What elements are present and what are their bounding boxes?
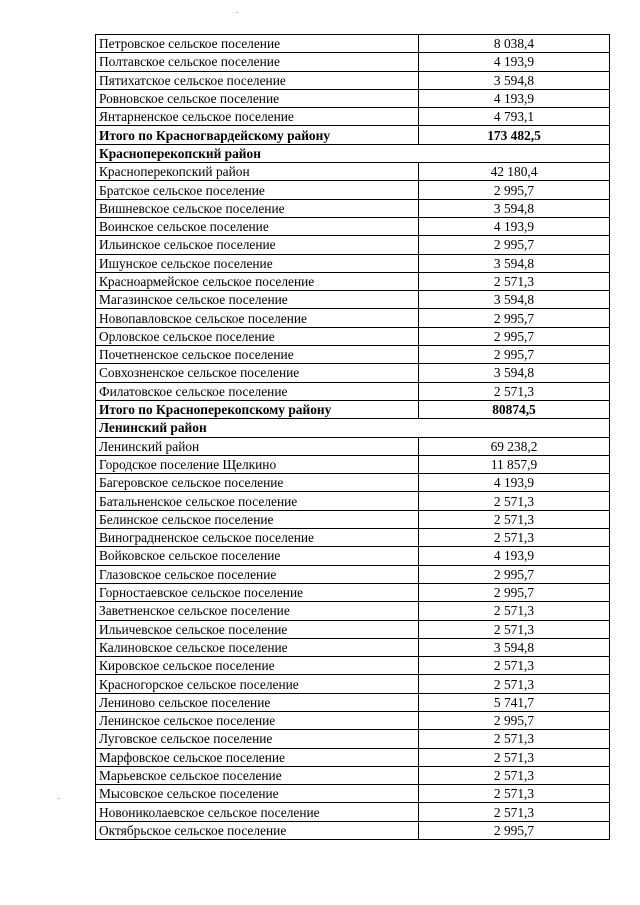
table-row [96, 327, 610, 345]
table-row [96, 437, 610, 455]
settlement-name-cell: Красноармейское сельское поселение [96, 272, 419, 290]
table-row [96, 474, 610, 492]
amount-cell: 2 571,3 [419, 803, 610, 821]
amount-cell: 4 193,9 [419, 89, 610, 107]
table-row [96, 620, 610, 638]
settlement-name-cell: Красногорское сельское поселение [96, 675, 419, 693]
settlement-name-cell: Ленинский район [96, 437, 419, 455]
settlement-name-cell: Братское сельское поселение [96, 181, 419, 199]
table-row [96, 254, 610, 272]
settlement-name-cell: Горностаевское сельское поселение [96, 583, 419, 601]
amount-cell: 2 571,3 [419, 272, 610, 290]
amount-cell: 2 571,3 [419, 620, 610, 638]
table-row [96, 492, 610, 510]
settlement-name-cell: Виноградненское сельское поселение [96, 529, 419, 547]
amount-cell: 2 571,3 [419, 766, 610, 784]
scan-speck [236, 12, 238, 13]
settlement-name-cell: Петровское сельское поселение [96, 35, 419, 53]
table-row [96, 766, 610, 784]
amount-cell: 173 482,5 [419, 126, 610, 144]
table-row [96, 217, 610, 235]
table-row [96, 803, 610, 821]
settlement-name-cell: Заветненское сельское поселение [96, 602, 419, 620]
settlement-name-cell: Октябрьское сельское поселение [96, 821, 419, 839]
amount-cell: 4 193,9 [419, 474, 610, 492]
settlement-name-cell: Воинское сельское поселение [96, 217, 419, 235]
total-row [96, 400, 610, 418]
settlement-name-cell: Ишунское сельское поселение [96, 254, 419, 272]
amount-cell: 11 857,9 [419, 455, 610, 473]
amount-cell: 8 038,4 [419, 35, 610, 53]
table-row [96, 547, 610, 565]
amount-cell: 2 571,3 [419, 675, 610, 693]
table-row [96, 199, 610, 217]
amount-cell: 2 995,7 [419, 821, 610, 839]
amount-cell: 2 995,7 [419, 583, 610, 601]
table-row [96, 71, 610, 89]
settlement-name-cell: Ильичевское сельское поселение [96, 620, 419, 638]
amount-cell: 2 571,3 [419, 730, 610, 748]
settlement-name-cell: Новопавловское сельское поселение [96, 309, 419, 327]
settlement-name-cell: Кировское сельское поселение [96, 657, 419, 675]
settlement-name-cell: Ленинское сельское поселение [96, 711, 419, 729]
amount-cell: 2 571,3 [419, 529, 610, 547]
table-row [96, 291, 610, 309]
settlement-name-cell: Итого по Красноперекопскому району [96, 400, 419, 418]
table-row [96, 346, 610, 364]
district-header-row [96, 419, 610, 437]
amount-cell: 3 594,8 [419, 364, 610, 382]
settlement-name-cell: Новониколаевское сельское поселение [96, 803, 419, 821]
table-row [96, 821, 610, 839]
amount-cell: 69 238,2 [419, 437, 610, 455]
settlement-name-cell: Совхозненское сельское поселение [96, 364, 419, 382]
table-row [96, 181, 610, 199]
settlement-name-cell: Орловское сельское поселение [96, 327, 419, 345]
table-row [96, 675, 610, 693]
amount-cell: 2 571,3 [419, 382, 610, 400]
settlement-name-cell: Ильинское сельское поселение [96, 236, 419, 254]
amount-cell: 42 180,4 [419, 163, 610, 181]
amount-cell: 3 594,8 [419, 291, 610, 309]
settlement-name-cell: Марфовское сельское поселение [96, 748, 419, 766]
amount-cell: 4 793,1 [419, 108, 610, 126]
settlement-name-cell: Батальненское сельское поселение [96, 492, 419, 510]
amount-cell: 5 741,7 [419, 693, 610, 711]
amount-cell: 3 594,8 [419, 71, 610, 89]
amount-cell: 2 995,7 [419, 309, 610, 327]
settlement-name-cell: Магазинское сельское поселение [96, 291, 419, 309]
settlement-name-cell: Ровновское сельское поселение [96, 89, 419, 107]
settlement-name-cell: Калиновское сельское поселение [96, 638, 419, 656]
settlement-name-cell: Янтарненское сельское поселение [96, 108, 419, 126]
settlement-name-cell: Белинское сельское поселение [96, 510, 419, 528]
settlement-name-cell: Багеровское сельское поселение [96, 474, 419, 492]
settlement-name-cell: Почетненское сельское поселение [96, 346, 419, 364]
table-row [96, 602, 610, 620]
settlement-name-cell: Красноперекопский район [96, 144, 419, 162]
scan-speck [58, 798, 60, 799]
table-row [96, 638, 610, 656]
amount-cell: 2 571,3 [419, 748, 610, 766]
table-row [96, 163, 610, 181]
amount-cell: 2 571,3 [419, 657, 610, 675]
amount-cell: 2 995,7 [419, 236, 610, 254]
table-row [96, 785, 610, 803]
settlement-name-cell: Луговское сельское поселение [96, 730, 419, 748]
table-row [96, 108, 610, 126]
amount-cell: 4 193,9 [419, 217, 610, 235]
amount-cell [419, 419, 610, 437]
table-row [96, 748, 610, 766]
amount-cell: 3 594,8 [419, 638, 610, 656]
settlement-name-cell: Лениново сельское поселение [96, 693, 419, 711]
allocation-table [95, 34, 610, 840]
table-row [96, 529, 610, 547]
amount-cell: 2 995,7 [419, 346, 610, 364]
amount-cell [419, 144, 610, 162]
amount-cell: 2 571,3 [419, 492, 610, 510]
settlement-name-cell: Мысовское сельское поселение [96, 785, 419, 803]
table-row [96, 657, 610, 675]
table-row [96, 382, 610, 400]
total-row [96, 126, 610, 144]
table-row [96, 565, 610, 583]
settlement-name-cell: Филатовское сельское поселение [96, 382, 419, 400]
settlement-name-cell: Красноперекопский район [96, 163, 419, 181]
amount-cell: 2 995,7 [419, 565, 610, 583]
table-row [96, 711, 610, 729]
settlement-name-cell: Вишневское сельское поселение [96, 199, 419, 217]
table-row [96, 89, 610, 107]
amount-cell: 4 193,9 [419, 53, 610, 71]
table-row [96, 309, 610, 327]
amount-cell: 2 571,3 [419, 785, 610, 803]
settlement-name-cell: Полтавское сельское поселение [96, 53, 419, 71]
table-row [96, 364, 610, 382]
amount-cell: 2 995,7 [419, 181, 610, 199]
table-row [96, 510, 610, 528]
district-header-row [96, 144, 610, 162]
settlement-name-cell: Городское поселение Щелкино [96, 455, 419, 473]
amount-cell: 4 193,9 [419, 547, 610, 565]
table-row [96, 53, 610, 71]
settlement-name-cell: Итого по Красногвардейскому району [96, 126, 419, 144]
table-row [96, 730, 610, 748]
settlement-name-cell: Ленинский район [96, 419, 419, 437]
amount-cell: 2 995,7 [419, 327, 610, 345]
table-row [96, 236, 610, 254]
settlement-name-cell: Пятихатское сельское поселение [96, 71, 419, 89]
amount-cell: 3 594,8 [419, 199, 610, 217]
settlement-name-cell: Глазовское сельское поселение [96, 565, 419, 583]
amount-cell: 2 571,3 [419, 510, 610, 528]
amount-cell: 2 995,7 [419, 711, 610, 729]
table-row [96, 455, 610, 473]
settlement-name-cell: Марьевское сельское поселение [96, 766, 419, 784]
table-body [96, 35, 610, 840]
amount-cell: 80874,5 [419, 400, 610, 418]
table-row [96, 272, 610, 290]
amount-cell: 3 594,8 [419, 254, 610, 272]
table-row [96, 35, 610, 53]
amount-cell: 2 571,3 [419, 602, 610, 620]
table-row [96, 583, 610, 601]
settlement-name-cell: Войковское сельское поселение [96, 547, 419, 565]
table-row [96, 693, 610, 711]
